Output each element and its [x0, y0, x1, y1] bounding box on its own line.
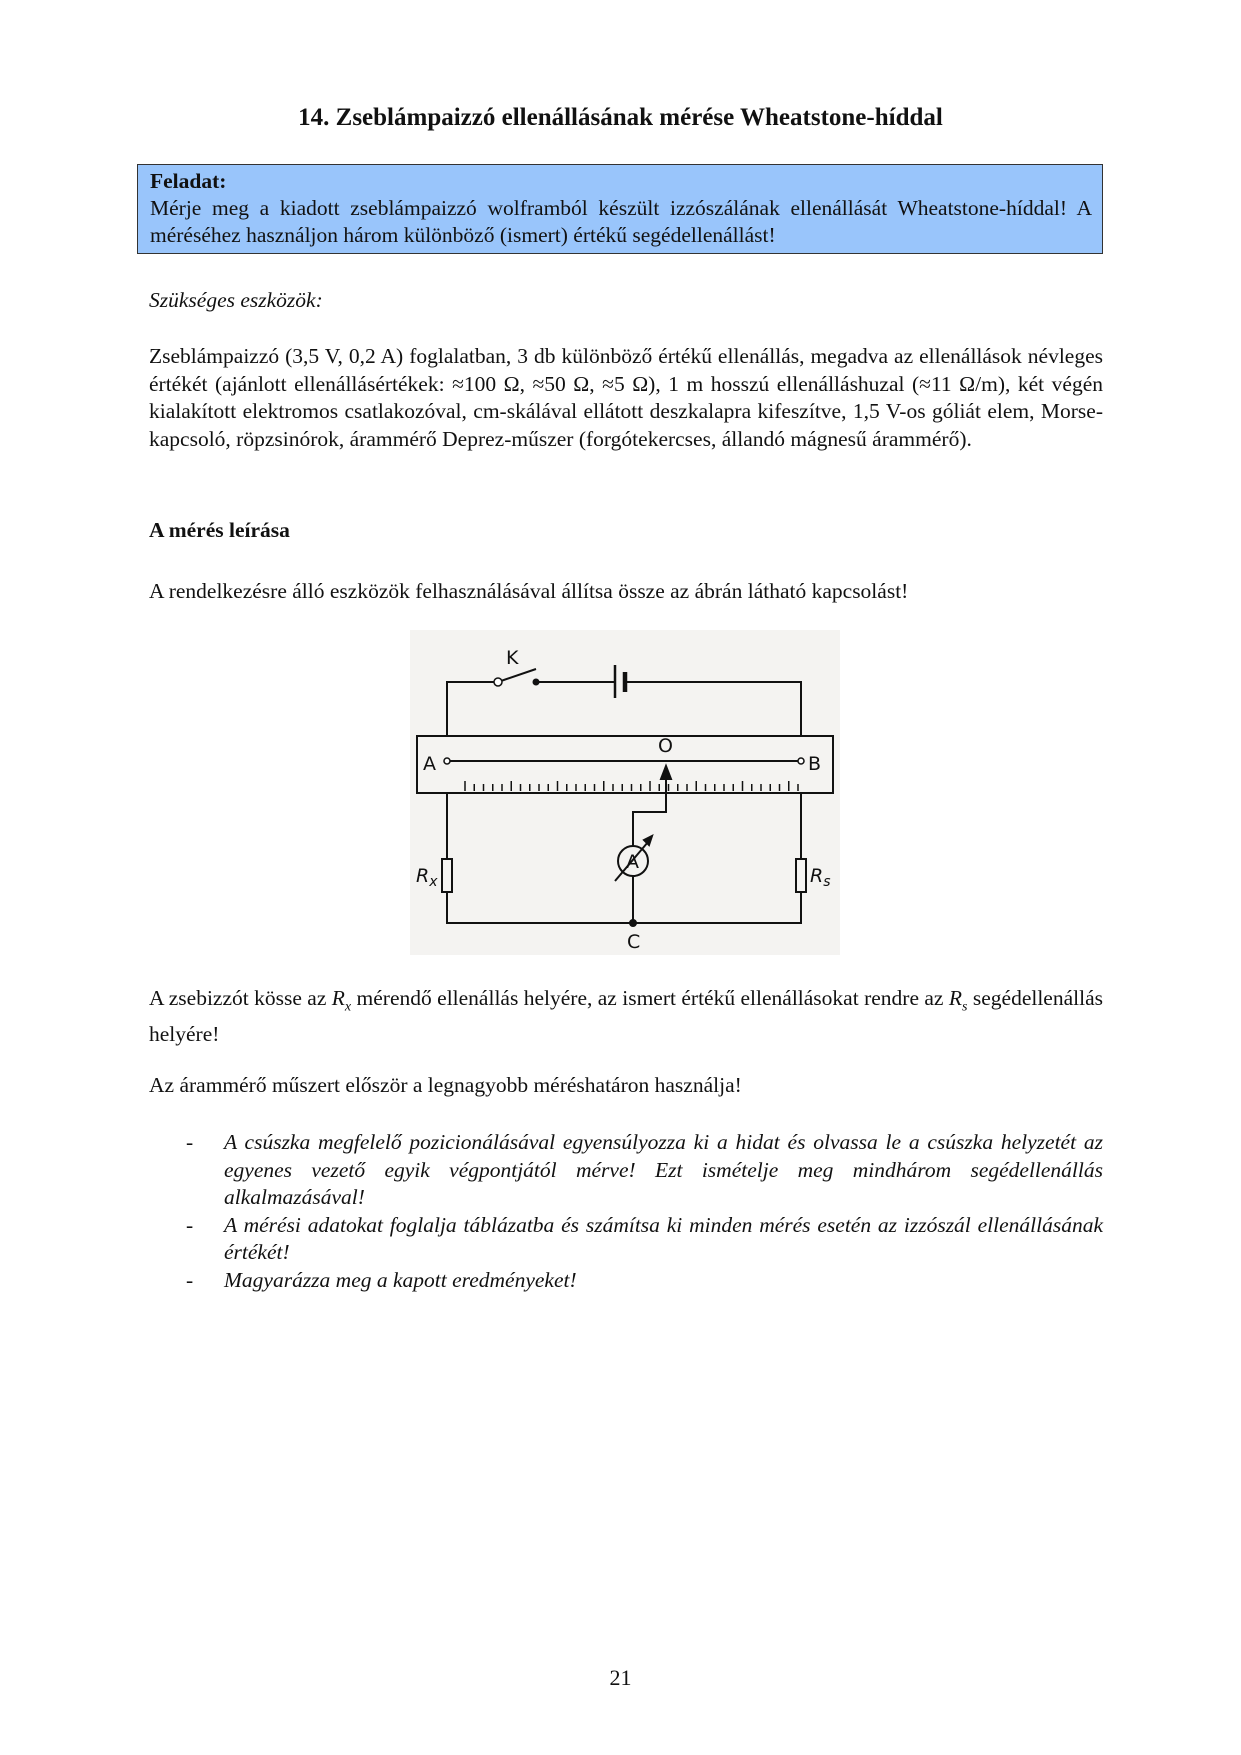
connection-paragraph: A zsebizzót kösse az $R_x$ mérendő ellenállás helyére, az ismert értékű ellenállásokat rendre az $R_s$ segédellenállás helyére!	[149, 986, 1103, 1046]
label-a: A	[423, 753, 436, 775]
label-b: B	[808, 753, 822, 775]
steps-list	[180, 1129, 1103, 1294]
terminal-b	[798, 758, 804, 764]
list-item: - A mérési adatokat foglalja táblázatba és számítsa ki minden mérés esetén az izzószál ellenállásának értékét!	[186, 1212, 1103, 1264]
label-rx: $R_x$	[416, 865, 438, 890]
page-title: 14. Zseblámpaizzó ellenállásának mérése Wheatstone-híddal	[298, 104, 943, 131]
list-item: - Magyarázza meg a kapott eredményeket!	[186, 1267, 577, 1292]
task-text: Mérje meg a kiadott zseblámpaizzó wolframból készült izzószálának ellenállását Wheatstone-híddal! A méréséhez használjon három különböző (ismert) értékű segédellenállást!	[150, 196, 1092, 247]
list-item: - A csúszka megfelelő pozicionálásával egyensúlyozza ki a hidat és olvassa le a csúszka helyzetét az egyenes vezető egyik végpontjától mérve! Ezt ismételje meg mindhárom segédellenállás alkalmazásával!	[186, 1130, 1103, 1209]
task-heading: Feladat:	[150, 169, 227, 193]
equipment-text: Zseblámpaizzó (3,5 V, 0,2 A) foglalatban, 3 db különböző értékű ellenállás, megadva az ellenállások névleges értékét (ajánlott ellenállásértékek: ≈100 Ω, ≈50 Ω, ≈5 Ω), 1 m hosszú ellenálláshuzal (≈11 Ω/m), két végén kialakított elektromos csatlakozóval, cm-skálával ellátott deszkalapra kifeszítve, 1,5 V-os góliát elem, Morse-kapcsoló, röpzsinórok, árammérő Deprez-műszer (forgótekercses, állandó mágnesű árammérő).	[149, 344, 1103, 451]
label-c: C	[627, 931, 641, 953]
terminal-a	[444, 758, 450, 764]
page-number: 21	[609, 1665, 632, 1690]
equipment-heading: Szükséges eszközök:	[149, 288, 323, 312]
task-box	[137, 164, 1103, 254]
intro-paragraph: A rendelkezésre álló eszközök felhasználásával állítsa össze az ábrán látható kapcsolást!	[149, 579, 909, 603]
wheatstone-bridge-diagram	[410, 630, 840, 955]
meter-note: Az árammérő műszert először a legnagyobb méréshatáron használja!	[149, 1073, 742, 1097]
label-rs: $R_s$	[810, 865, 831, 890]
node-c	[629, 919, 637, 927]
switch-contact-open	[494, 678, 502, 686]
label-o: O	[658, 735, 673, 757]
label-switch: K	[506, 647, 519, 669]
description-heading: A mérés leírása	[149, 518, 290, 542]
label-ammeter: A	[626, 851, 639, 873]
switch-pivot	[533, 679, 540, 686]
